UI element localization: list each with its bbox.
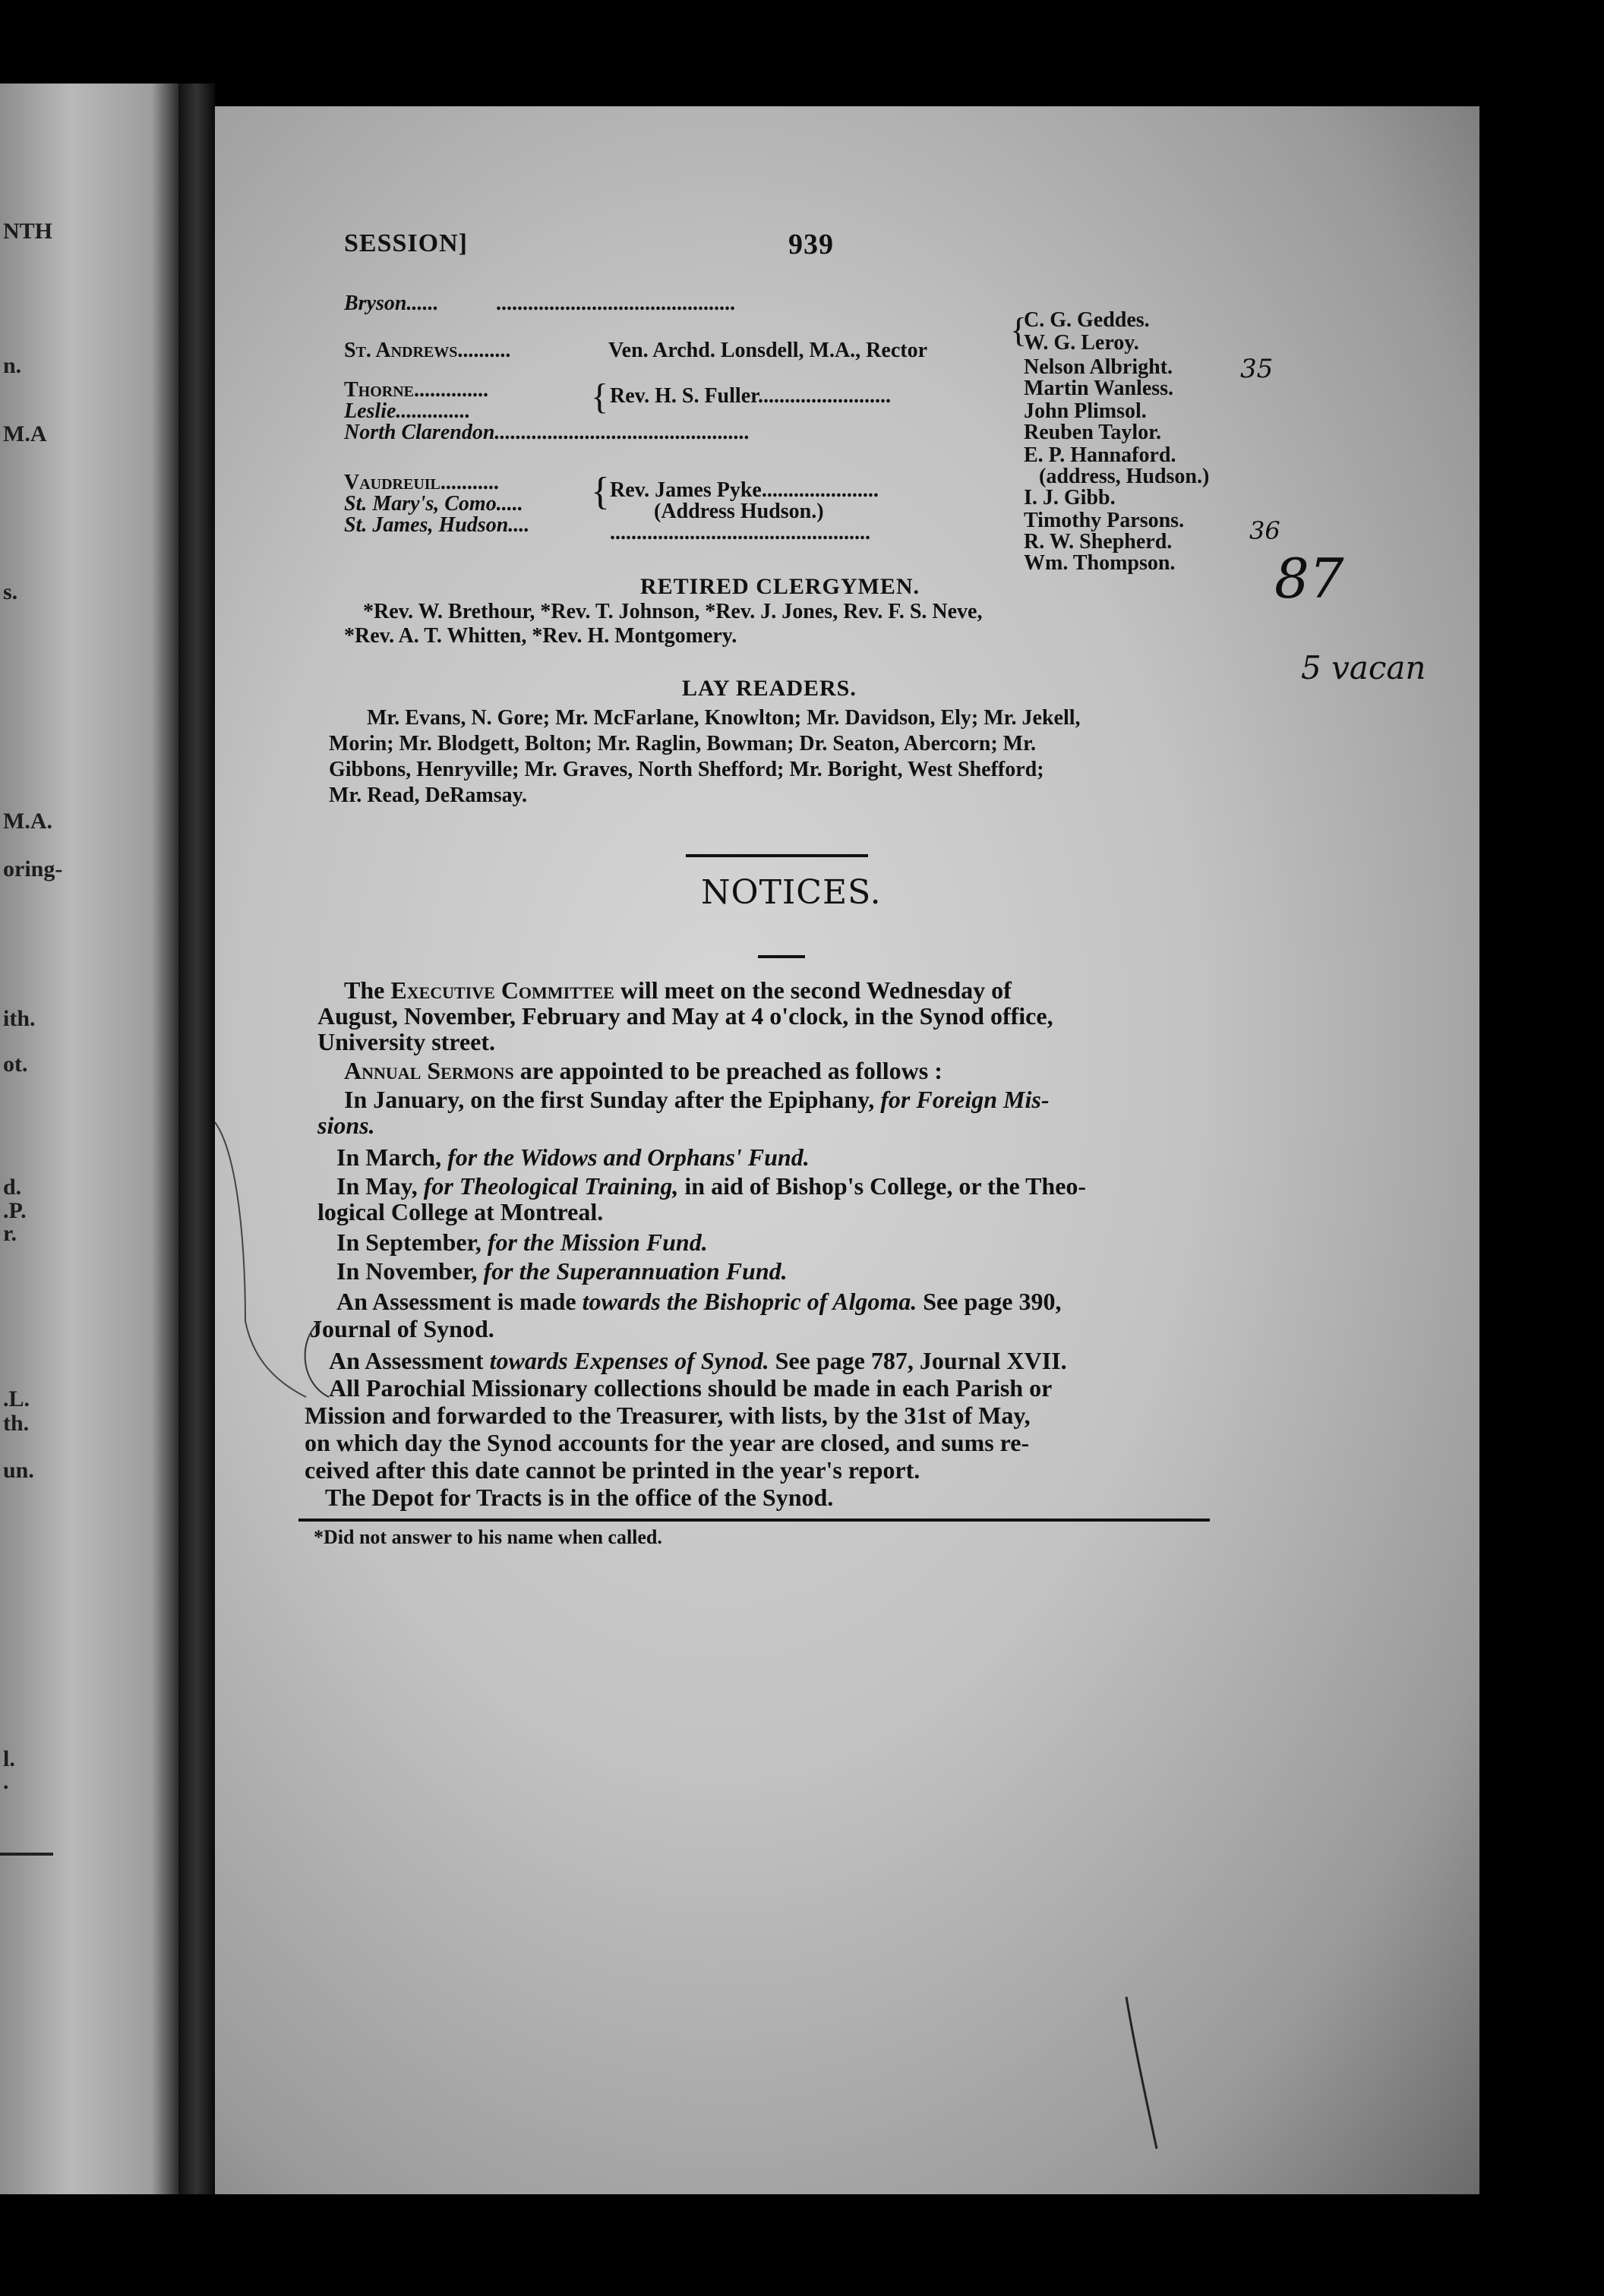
pencil-bracket-line — [215, 1122, 306, 1397]
parish-name: Bryson...... — [344, 292, 439, 315]
section-title: RETIRED CLERGYMEN. — [640, 574, 920, 599]
margin-fragment: l. — [3, 1746, 15, 1771]
clergyman-name: Ven. Archd. Lonsdell, M.A., Rector — [608, 339, 927, 362]
retired-line: *Rev. A. T. Whitten, *Rev. H. Montgomery. — [344, 624, 737, 648]
margin-fragment: .L. — [3, 1386, 30, 1411]
notice-line: An Assessment is made towards the Bishopric of Algoma. See page 390, — [336, 1288, 1062, 1315]
parish-name: Vaudreuil........... — [344, 471, 499, 494]
warden-name: R. W. Shepherd. — [1024, 530, 1173, 554]
warden-name: E. P. Hannaford. — [1024, 443, 1176, 467]
margin-fragment: th. — [3, 1411, 30, 1436]
pencil-mark-svg — [215, 106, 1479, 2194]
clergyman-name: Rev. James Pyke...................... — [610, 478, 879, 502]
handwritten-annotation: 35 — [1240, 354, 1274, 384]
notice-line: In March, for the Widows and Orphans' Fund. — [336, 1143, 810, 1171]
leader-dots: ................................................. — [610, 521, 870, 544]
brace: { — [1010, 311, 1028, 349]
margin-fragment: d. — [3, 1175, 22, 1200]
handwritten-annotation: 36 — [1249, 516, 1280, 545]
notice-line: ceived after this date cannot be printed in the year's report. — [305, 1456, 920, 1484]
notice-line: Journal of Synod. — [310, 1315, 494, 1342]
margin-fragment: NTH — [3, 219, 53, 244]
warden-name: Martin Wanless. — [1024, 377, 1174, 400]
notice-line: All Parochial Missionary collections should be made in each Parish or — [329, 1374, 1053, 1402]
clergyman-address: (Address Hudson.) — [654, 500, 824, 523]
margin-fragment: . — [3, 1769, 9, 1794]
clergyman-name: Rev. H. S. Fuller......................... — [610, 384, 891, 408]
footnote: *Did not answer to his name when called. — [314, 1526, 662, 1548]
parish-name: North Clarendon................................................ — [344, 421, 750, 444]
margin-fragment: un. — [3, 1458, 34, 1483]
pencil-bracket-curve — [305, 1321, 329, 1397]
parish-name: Thorne.............. — [344, 378, 489, 402]
divider — [0, 1853, 53, 1856]
notice-line: Annual Sermons are appointed to be preached as follows : — [344, 1057, 943, 1084]
notice-line: The Depot for Tracts is in the office of the Synod. — [325, 1484, 834, 1511]
book-gutter — [178, 84, 215, 2194]
running-header: SESSION] — [344, 229, 468, 257]
notice-line: The Executive Committee will meet on the second Wednesday of — [344, 976, 1012, 1004]
section-title: LAY READERS. — [682, 676, 857, 701]
parish-name: St. James, Hudson.... — [344, 513, 530, 537]
handwritten-annotation: 87 — [1274, 547, 1344, 610]
lay-readers-line: Mr. Read, DeRamsay. — [329, 784, 528, 807]
margin-fragment: ot. — [3, 1052, 28, 1077]
warden-name: I. J. Gibb. — [1024, 486, 1116, 509]
warden-name: Reuben Taylor. — [1024, 421, 1162, 444]
notice-line: sions. — [317, 1112, 375, 1139]
margin-fragment: oring- — [3, 856, 63, 882]
pencil-stroke — [1126, 1997, 1157, 2149]
warden-name: Wm. Thompson. — [1024, 551, 1176, 575]
margin-fragment: s. — [3, 579, 18, 604]
margin-fragment: ith. — [3, 1006, 36, 1031]
handwritten-annotation: 5 vacan — [1301, 649, 1426, 686]
parish-name: Leslie.............. — [344, 399, 471, 423]
notice-line: In May, for Theological Training, in aid of Bishop's College, or the Theo- — [336, 1172, 1087, 1200]
warden-name: C. G. Geddes. — [1024, 308, 1150, 332]
warden-name: John Plimsol. — [1024, 399, 1147, 423]
parish-name: St. Andrews.......... — [344, 339, 511, 362]
margin-fragment: n. — [3, 353, 22, 378]
notice-line: In January, on the first Sunday after the Epiphany, for Foreign Mis- — [344, 1086, 1050, 1113]
warden-note: (address, Hudson.) — [1039, 465, 1210, 488]
document-page — [215, 106, 1479, 2194]
leader-dots: ............................................. — [496, 292, 735, 315]
margin-fragment: .P. — [3, 1198, 27, 1223]
parish-name: St. Mary's, Como..... — [344, 492, 523, 516]
warden-name: W. G. Leroy. — [1024, 331, 1139, 355]
brace: { — [591, 470, 610, 513]
notice-line: An Assessment towards Expenses of Synod. See page 787, Journal XVII. — [329, 1347, 1067, 1374]
brace: { — [591, 377, 609, 417]
lay-readers-line: Mr. Evans, N. Gore; Mr. McFarlane, Knowlton; Mr. Davidson, Ely; Mr. Jekell, — [367, 706, 1081, 730]
notice-line: University street. — [317, 1028, 495, 1055]
notice-line: In September, for the Mission Fund. — [336, 1228, 708, 1256]
retired-line: *Rev. W. Brethour, *Rev. T. Johnson, *Rev. J. Jones, Rev. F. S. Neve, — [363, 600, 983, 623]
lay-readers-line: Morin; Mr. Blodgett, Bolton; Mr. Raglin, Bowman; Dr. Seaton, Abercorn; Mr. — [329, 732, 1036, 755]
adjacent-page-fragment — [0, 84, 178, 2194]
notice-line: August, November, February and May at 4 o'clock, in the Synod office, — [317, 1002, 1053, 1030]
margin-fragment: M.A — [3, 421, 47, 446]
margin-fragment: r. — [3, 1221, 17, 1246]
notice-line: In November, for the Superannuation Fund. — [336, 1257, 788, 1285]
warden-name: Timothy Parsons. — [1024, 509, 1185, 532]
notice-line: Mission and forwarded to the Treasurer, with lists, by the 31st of May, — [305, 1402, 1031, 1429]
page-number: 939 — [788, 229, 834, 260]
warden-name: Nelson Albright. — [1024, 355, 1173, 379]
margin-fragment: M.A. — [3, 809, 52, 834]
lay-readers-line: Gibbons, Henryville; Mr. Graves, North Shefford; Mr. Boright, West Shefford; — [329, 758, 1044, 781]
notice-line: on which day the Synod accounts for the year are closed, and sums re- — [305, 1429, 1030, 1456]
notices-title: NOTICES. — [701, 873, 882, 912]
notice-line: logical College at Montreal. — [317, 1198, 604, 1225]
